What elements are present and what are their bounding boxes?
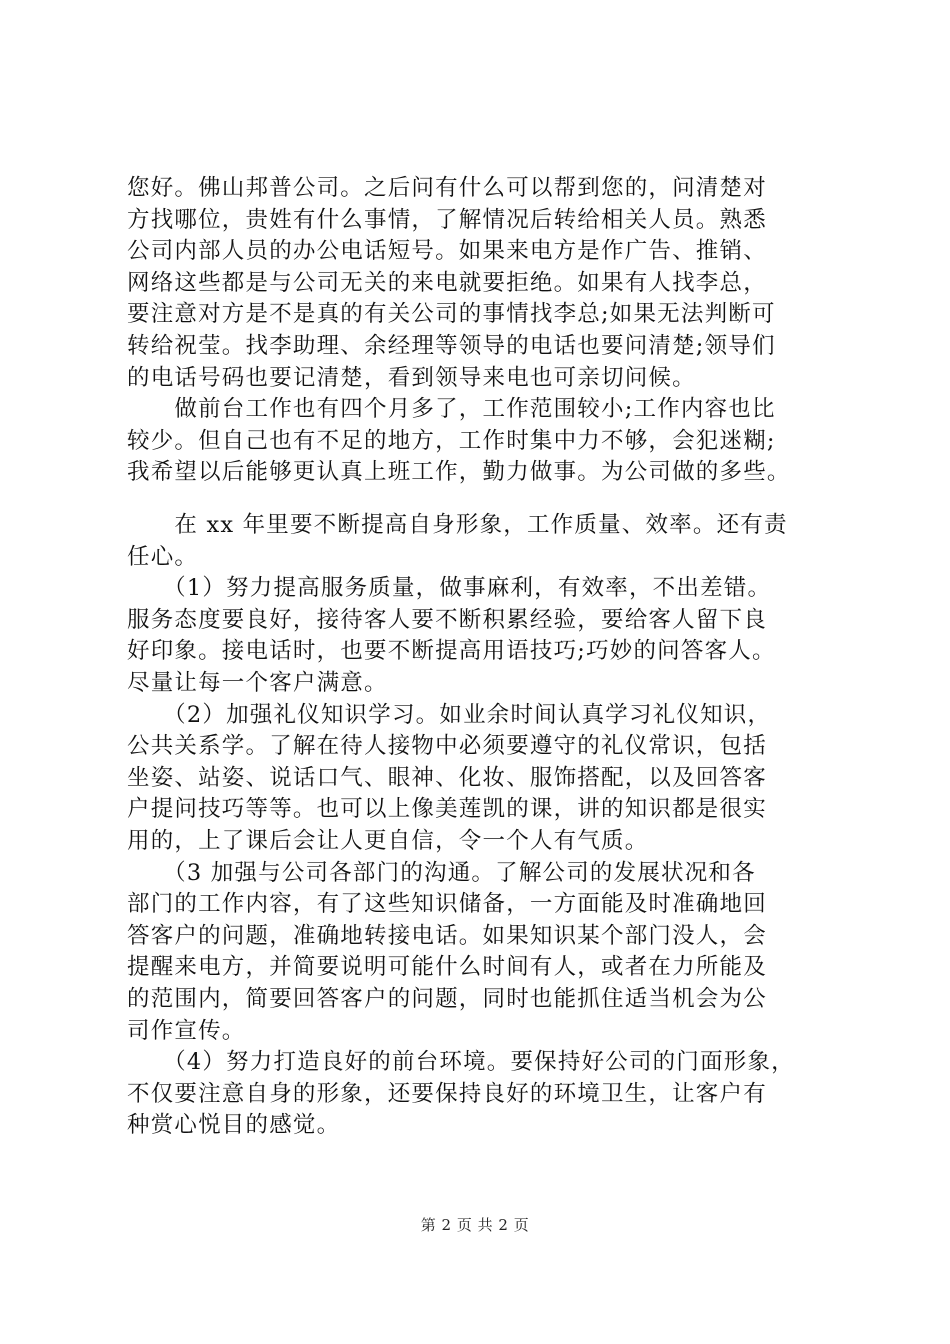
text-line: 好印象。接电话时，也要不断提高用语技巧;巧妙的问答客人。	[127, 638, 776, 665]
text-line: 方找哪位，贵姓有什么事情，了解情况后转给相关人员。熟悉	[127, 206, 767, 233]
text-line: 您好。佛山邦普公司。之后问有什么可以帮到您的，问清楚对	[127, 175, 767, 201]
text-line: 的电话号码也要记清楚，看到领导来电也可亲切问候。	[127, 364, 696, 391]
text-line: （4）努力打造良好的前台环境。要保持好公司的门面形象，	[127, 1049, 795, 1076]
text-line: 户提问技巧等等。也可以上像美莲凯的课，讲的知识都是很实	[127, 796, 767, 823]
text-line: 服务态度要良好，接待客人要不断积累经验，要给客人留下良	[127, 606, 767, 633]
text-line: 公共关系学。了解在待人接物中必须要遵守的礼仪常识，包括	[127, 733, 767, 760]
text-line: 做前台工作也有四个月多了，工作范围较小;工作内容也比	[127, 396, 776, 423]
page-footer: 第 2 页 共 2 页	[420, 1216, 530, 1234]
text-line: （2）加强礼仪知识学习。如业余时间认真学习礼仪知识，	[127, 701, 772, 728]
text-line: 在 xx 年里要不断提高自身形象，工作质量、效率。还有责	[127, 512, 788, 538]
text-line: （1）努力提高服务质量，做事麻利，有效率，不出差错。	[127, 575, 772, 602]
text-line: 尽量让每一个客户满意。	[127, 669, 388, 696]
text-line: 网络这些都是与公司无关的来电就要拒绝。如果有人找李总，	[127, 269, 767, 296]
text-line: 要注意对方是不是真的有关公司的事情找李总;如果无法判断可	[127, 301, 776, 328]
text-line: 提醒来电方，并简要说明可能什么时间有人，或者在力所能及	[127, 954, 767, 981]
text-line: 坐姿、站姿、说话口气、眼神、化妆、服饰搭配，以及回答客	[127, 764, 767, 791]
text-line: （3 加强与公司各部门的沟通。了解公司的发展状况和各	[127, 859, 756, 886]
text-line: 任心。	[127, 543, 199, 570]
text-line: 的范围内，简要回答客户的问题，同时也能抓住适当机会为公	[127, 985, 767, 1012]
text-block-1	[127, 173, 827, 489]
text-line: 我希望以后能够更认真上班工作，勤力做事。为公司做的多些。	[127, 459, 791, 486]
text-line: 转给祝莹。找李助理、余经理等领导的电话也要问清楚;领导们	[127, 332, 776, 359]
text-line: 部门的工作内容，有了这些知识储备，一方面能及时准确地回	[127, 891, 767, 918]
text-line: 种赏心悦目的感觉。	[127, 1112, 341, 1139]
text-line: 司作宣传。	[127, 1017, 246, 1044]
text-line: 答客户的问题，准确地转接电话。如果知识某个部门没人，会	[127, 922, 767, 949]
text-line: 用的，上了课后会让人更自信，令一个人有气质。	[127, 827, 649, 854]
text-line: 公司内部人员的办公电话短号。如果来电方是作广告、推销、	[127, 238, 767, 265]
text-line: 较少。但自己也有不足的地方，工作时集中力不够，会犯迷糊;	[127, 427, 776, 454]
text-block-2	[127, 510, 827, 1142]
text-line: 不仅要注意自身的形象，还要保持良好的环境卫生，让客户有	[127, 1080, 767, 1107]
